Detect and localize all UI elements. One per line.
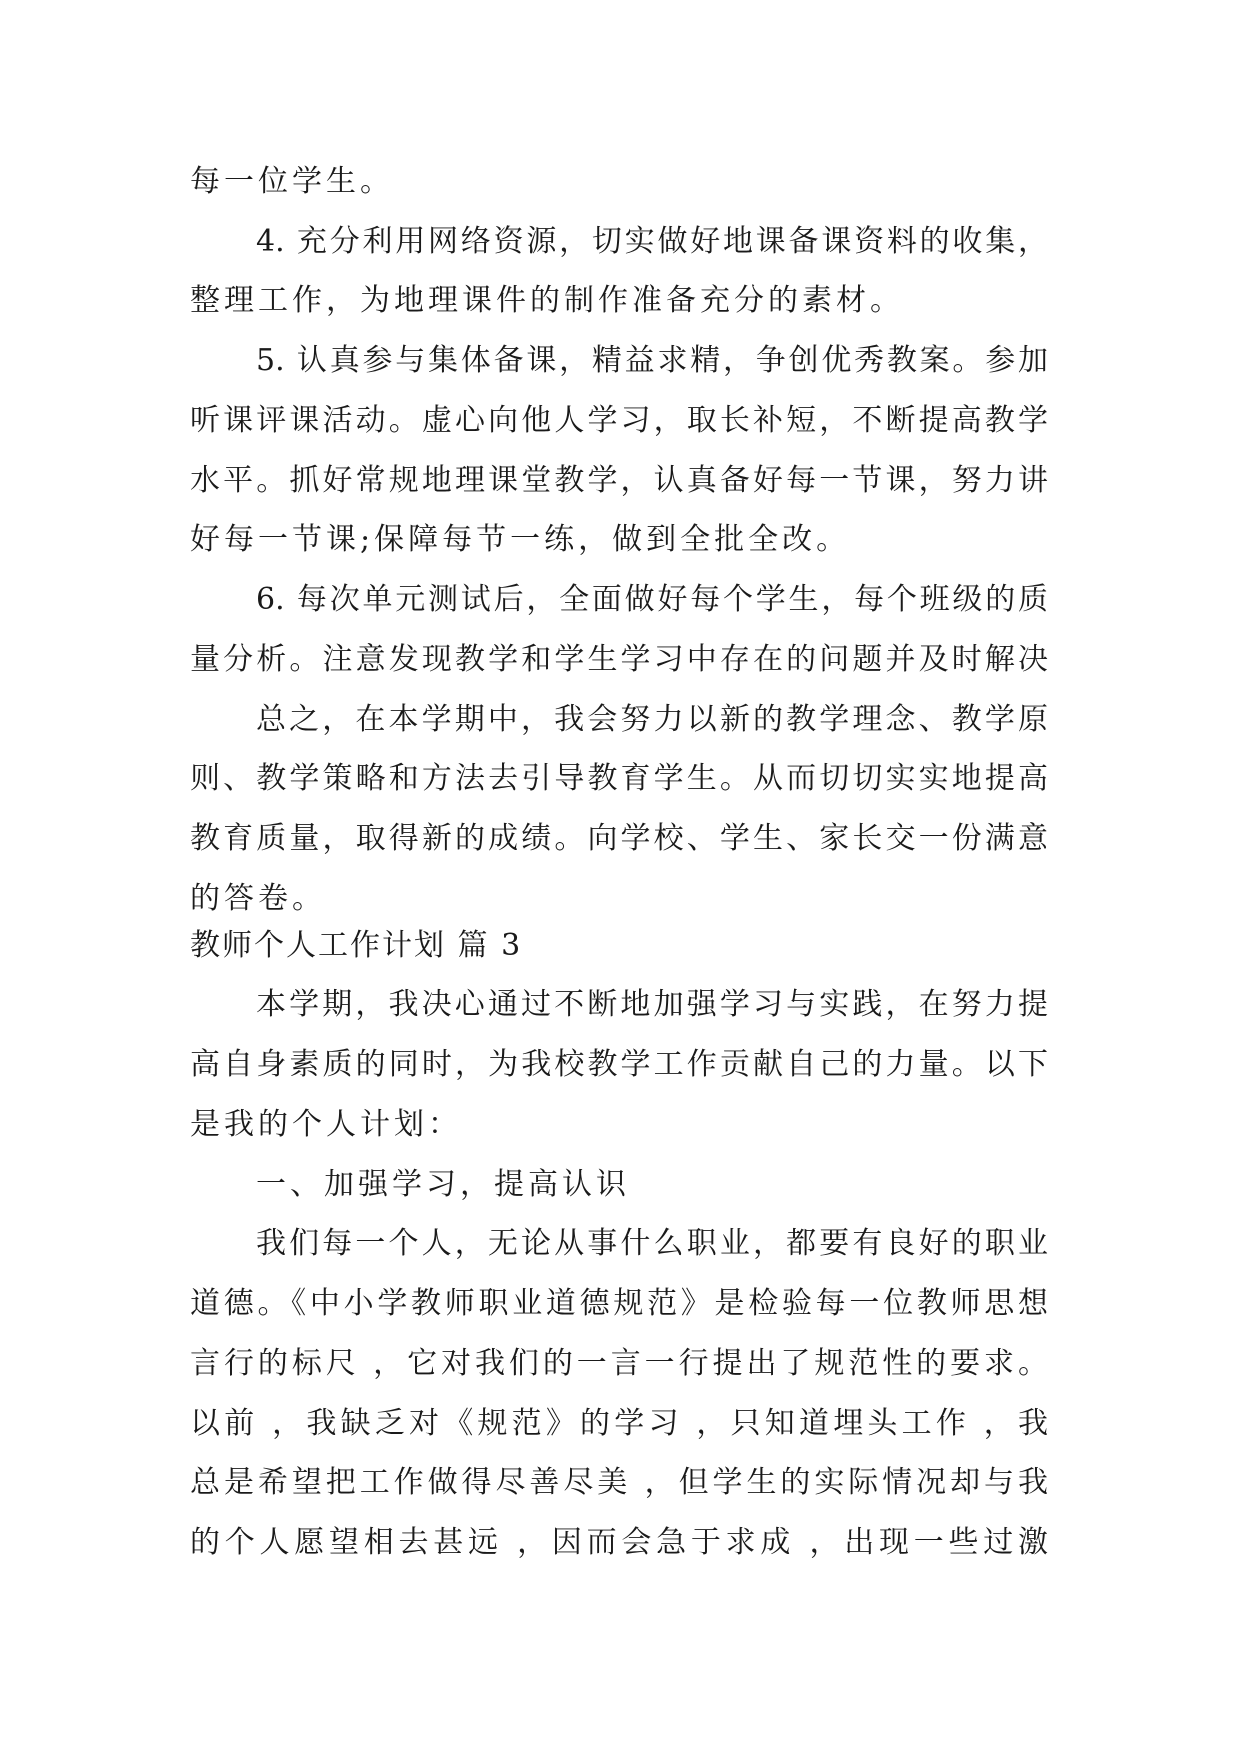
- paragraph-line: 道德。《中小学教师职业道德规范》是检验每一位教师思想: [190, 1286, 1048, 1321]
- paragraph-line: 言行的标尺 ，它对我们的一言一行提出了规范性的要求。: [190, 1346, 1048, 1381]
- list-item-5-line: 5. 认真参与集体备课，精益求精，争创优秀教案。参加: [256, 343, 1048, 378]
- list-item-4-line: 4. 充分利用网络资源，切实做好地课备课资料的收集，: [256, 224, 1048, 259]
- paragraph-line: 整理工作，为地理课件的制作准备充分的素材。: [190, 283, 904, 318]
- paragraph-line: 以前 ，我缺乏对《规范》的学习 ，只知道埋头工作 ，我: [190, 1406, 1048, 1441]
- intro-paragraph-line: 本学期，我决心通过不断地加强学习与实践，在努力提: [256, 987, 1048, 1022]
- paragraph-line: 量分析。注意发现教学和学生学习中存在的问题并及时解决: [190, 642, 1048, 677]
- paragraph-line: 则、教学策略和方法去引导教育学生。从而切切实实地提高: [190, 761, 1048, 796]
- paragraph-line: 高自身素质的同时，为我校教学工作贡献自己的力量。以下: [190, 1047, 1048, 1082]
- paragraph-line: 水平。抓好常规地理课堂教学，认真备好每一节课，努力讲: [190, 463, 1048, 498]
- paragraph-line: 的个人愿望相去甚远 ，因而会急于求成 ，出现一些过激: [190, 1525, 1048, 1560]
- list-item-6-line: 6. 每次单元测试后，全面做好每个学生，每个班级的质: [256, 582, 1048, 617]
- paragraph-line: 听课评课活动。虚心向他人学习，取长补短，不断提高教学: [190, 403, 1048, 438]
- paragraph-line: 总是希望把工作做得尽善尽美 ，但学生的实际情况却与我: [190, 1465, 1048, 1500]
- paragraph-line: 的答卷。: [190, 881, 326, 916]
- paragraph-line: 我们每一个人，无论从事什么职业，都要有良好的职业: [256, 1226, 1048, 1261]
- paragraph-line: 每一位学生。: [190, 164, 394, 199]
- paragraph-line: 教育质量，取得新的成绩。向学校、学生、家长交一份满意: [190, 821, 1048, 856]
- summary-paragraph-line: 总之，在本学期中，我会努力以新的教学理念、教学原: [256, 702, 1048, 737]
- paragraph-line: 好每一节课;保障每节一练，做到全批全改。: [190, 522, 851, 557]
- section-heading: 教师个人工作计划 篇 3: [190, 928, 523, 963]
- paragraph-line: 是我的个人计划：: [190, 1107, 462, 1142]
- subheading-line: 一、加强学习，提高认识: [256, 1167, 630, 1202]
